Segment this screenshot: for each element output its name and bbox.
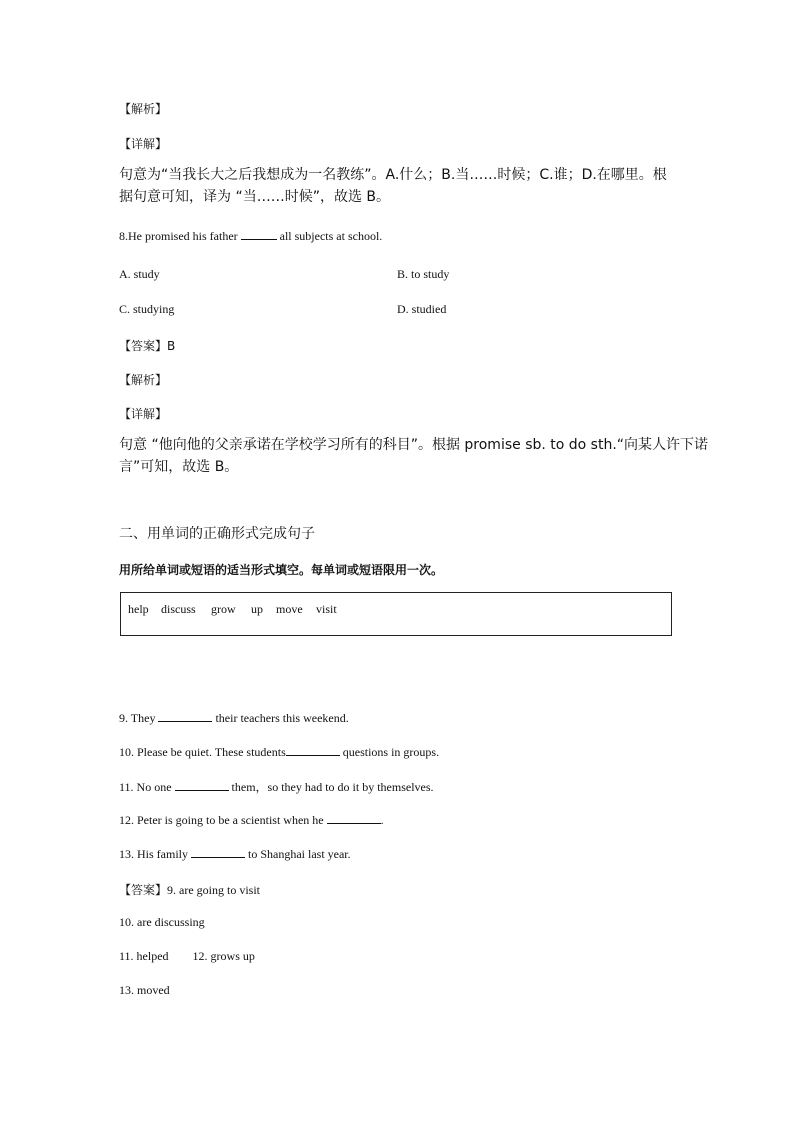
q10-before: 10. Please be quiet. These students: [119, 745, 286, 759]
q8-stem-after: all subjects at school.: [279, 229, 383, 243]
answer-11-12: [119, 949, 255, 964]
q8-blank: [241, 228, 277, 240]
analysis-tag: 【解析】: [119, 373, 168, 387]
word-bank-item: up: [251, 602, 263, 616]
section-heading: 二、用单词的正确形式完成句子: [119, 526, 315, 542]
q8-option-c: C. studying: [119, 302, 175, 316]
answer-13: 13. moved: [119, 983, 170, 997]
answer-9: 9. are going to visit: [167, 883, 261, 897]
q11-after: them，so they had to do it by themselves.: [231, 780, 434, 794]
q9-after: their teachers this weekend.: [215, 711, 349, 725]
word-bank-item: grow: [211, 602, 236, 616]
answer-10: 10. are discussing: [119, 915, 205, 929]
q12-blank: [327, 812, 381, 824]
fill-answer-first: [119, 881, 260, 898]
word-bank-item: discuss: [161, 602, 196, 616]
section-instruction: 用所给单词或短语的适当形式填空。每单词或短语限用一次。: [119, 563, 444, 577]
answer-tag: 【答案】: [119, 339, 168, 353]
q13: [119, 846, 351, 862]
q13-after: to Shanghai last year.: [248, 847, 351, 861]
q8-option-b: B. to study: [397, 267, 450, 281]
q13-blank: [191, 846, 245, 858]
q8-explanation-line1: 句意 “他向他的父亲承诺在学校学习所有的科目”。根据 promise sb. to do sth.“向某人许下诺: [119, 437, 709, 453]
q12: [119, 812, 384, 828]
q10-blank: [286, 744, 340, 756]
q9-blank: [158, 710, 212, 722]
q8-explanation-line2: 言”可知，故选 B。: [119, 459, 239, 475]
q8-answer: [119, 337, 175, 354]
word-bank-box: [120, 592, 672, 636]
q12-after: .: [380, 813, 384, 827]
analysis-tag: 【解析】: [119, 102, 168, 116]
q10-after: questions in groups.: [342, 745, 440, 759]
q8-option-d: D. studied: [397, 302, 447, 316]
q10: [119, 744, 439, 760]
q13-before: 13. His family: [119, 847, 188, 861]
answer-12: 12. grows up: [192, 949, 255, 963]
q7-explanation-line2: 据句意可知，译为 “当……时候”，故选 B。: [119, 189, 391, 205]
q9-before: 9. They: [119, 711, 156, 725]
answer-tag: 【答案】: [119, 883, 168, 897]
q8-stem-before: 8.He promised his father: [119, 229, 238, 243]
q11: [119, 778, 434, 795]
q11-blank: [175, 779, 229, 791]
word-bank-item: visit: [316, 602, 337, 616]
detail-tag: 【详解】: [119, 137, 168, 151]
word-bank-item: help: [128, 602, 149, 616]
word-bank-item: move: [276, 602, 303, 616]
q7-explanation-line1: 句意为“当我长大之后我想成为一名教练”。A.什么；B.当……时候；C.谁；D.在哪里。根: [119, 167, 667, 183]
q9: [119, 710, 349, 726]
q8-stem: [119, 228, 382, 244]
q12-before: 12. Peter is going to be a scientist when he: [119, 813, 324, 827]
q8-option-a: A. study: [119, 267, 160, 281]
answer-11: 11. helped: [119, 949, 169, 963]
q11-before: 11. No one: [119, 780, 172, 794]
detail-tag: 【详解】: [119, 407, 168, 421]
q8-answer-value: B: [167, 339, 176, 353]
